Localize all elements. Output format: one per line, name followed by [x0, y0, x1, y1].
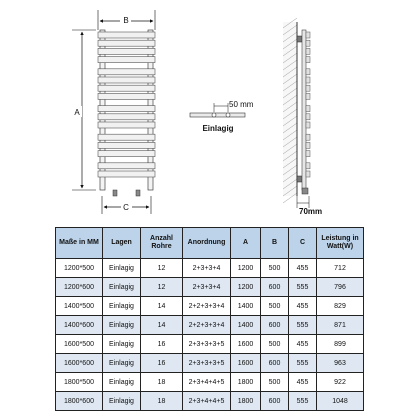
side-bar [306, 151, 310, 157]
detail-view [190, 100, 254, 133]
table-cell: 871 [317, 316, 364, 335]
table-cell: 12 [141, 278, 183, 297]
side-view [283, 18, 322, 216]
table-cell: 712 [317, 259, 364, 278]
radiator-bar [98, 122, 155, 128]
table-cell: Einlagig [103, 373, 141, 392]
table-cell: 12 [141, 259, 183, 278]
table-cell: 2+3+3+3+5 [183, 335, 231, 354]
table-cell: 963 [317, 354, 364, 373]
side-bar [306, 93, 310, 99]
table-cell: 2+2+3+3+4 [183, 297, 231, 316]
table-cell: Einlagig [103, 316, 141, 335]
radiator-bar [98, 40, 155, 46]
table-cell: 1200*600 [56, 278, 103, 297]
table-cell: 1400 [231, 316, 261, 335]
header-cell: Lagen [103, 228, 141, 259]
side-bar [306, 114, 310, 120]
side-bar [306, 171, 310, 177]
table-cell: Einlagig [103, 392, 141, 411]
table-row [56, 259, 364, 278]
table-cell: 1200 [231, 278, 261, 297]
side-bar [306, 69, 310, 75]
table-cell: Einlagig [103, 278, 141, 297]
detail-type-label: Einlagig [202, 124, 234, 133]
side-bar [306, 48, 310, 54]
table-cell: 600 [261, 316, 289, 335]
table-cell: 555 [289, 316, 317, 335]
radiator-bar [98, 85, 155, 91]
table-row [56, 392, 364, 411]
table-cell: 14 [141, 316, 183, 335]
table-cell: 500 [261, 335, 289, 354]
radiator-bar [98, 151, 155, 157]
side-bar [306, 40, 310, 46]
side-bar [306, 32, 310, 38]
header-cell: Anzahl Rohre [141, 228, 183, 259]
table-cell: 18 [141, 392, 183, 411]
table-cell: 796 [317, 278, 364, 297]
table-cell: 18 [141, 373, 183, 392]
table-cell: 555 [289, 354, 317, 373]
table-cell: 455 [289, 259, 317, 278]
table-cell: 1800*600 [56, 392, 103, 411]
header-cell: Anordnung [183, 228, 231, 259]
radiator-bar [98, 69, 155, 75]
table-cell: 600 [261, 392, 289, 411]
table-cell: 2+3+4+4+5 [183, 392, 231, 411]
table-row [56, 354, 364, 373]
side-bar [306, 163, 310, 169]
table-cell: 1600 [231, 335, 261, 354]
table-cell: 1400*500 [56, 297, 103, 316]
table-cell: 1400 [231, 297, 261, 316]
header-cell: B [261, 228, 289, 259]
table-cell: 455 [289, 335, 317, 354]
side-bar [306, 134, 310, 140]
radiator-bar [98, 171, 155, 177]
detail-dimension: 50 mm [229, 100, 254, 109]
table-cell: 500 [261, 297, 289, 316]
table-cell: 14 [141, 297, 183, 316]
table-cell: 2+3+3+3+5 [183, 354, 231, 373]
radiator-bar [98, 57, 155, 63]
radiator-bar [98, 32, 155, 38]
table-row [56, 373, 364, 392]
header-cell: Maße in MM [56, 228, 103, 259]
table-row [56, 297, 364, 316]
header-cell: A [231, 228, 261, 259]
table-cell: 2+2+3+3+4 [183, 316, 231, 335]
table-cell: 1800 [231, 373, 261, 392]
table-cell: 555 [289, 392, 317, 411]
table-cell: 455 [289, 297, 317, 316]
front-view [72, 10, 155, 214]
table-cell: 899 [317, 335, 364, 354]
table-cell: 600 [261, 278, 289, 297]
header-cell: Leistung in Watt(W) [317, 228, 364, 259]
radiator-bar [98, 93, 155, 99]
side-bar [306, 122, 310, 128]
table-cell: 1600 [231, 354, 261, 373]
table-cell: 2+3+4+4+5 [183, 373, 231, 392]
table-cell: 1200 [231, 259, 261, 278]
table-cell: 1400*600 [56, 316, 103, 335]
radiator-bar [98, 142, 155, 148]
header-cell: C [289, 228, 317, 259]
table-header-row [56, 228, 364, 259]
dim-c-label: C [123, 203, 129, 212]
side-bar [306, 57, 310, 63]
radiator-bar [98, 114, 155, 120]
wall-distance-label: 70mm [299, 207, 323, 216]
table-cell: 1800*500 [56, 373, 103, 392]
side-bar [306, 142, 310, 148]
table-row [56, 316, 364, 335]
table-cell: 1800 [231, 392, 261, 411]
table-cell: 1200*500 [56, 259, 103, 278]
table-row [56, 278, 364, 297]
table-cell: 16 [141, 335, 183, 354]
table-cell: 1048 [317, 392, 364, 411]
table-cell: 500 [261, 373, 289, 392]
table-cell: 500 [261, 259, 289, 278]
table-cell: 2+3+3+4 [183, 278, 231, 297]
table-row [56, 335, 364, 354]
side-bars [306, 32, 310, 177]
dim-b-label: B [123, 16, 129, 25]
radiator-bar [98, 134, 155, 140]
table-cell: 2+3+3+4 [183, 259, 231, 278]
table-cell: 455 [289, 373, 317, 392]
table-cell: 922 [317, 373, 364, 392]
table-cell: 1600*600 [56, 354, 103, 373]
side-bar [306, 77, 310, 83]
table-cell: 555 [289, 278, 317, 297]
dim-a-label: A [74, 108, 80, 117]
table-cell: 1600*500 [56, 335, 103, 354]
radiator-bar [98, 163, 155, 169]
table-cell: 829 [317, 297, 364, 316]
radiator-bar [98, 77, 155, 83]
side-bar [306, 85, 310, 91]
radiator-bars [98, 32, 155, 177]
table-cell: 16 [141, 354, 183, 373]
radiator-bar [98, 48, 155, 54]
table-cell: Einlagig [103, 259, 141, 278]
table-cell: Einlagig [103, 335, 141, 354]
table-cell: Einlagig [103, 354, 141, 373]
radiator-bar [98, 106, 155, 112]
spec-table [55, 227, 364, 411]
table-cell: 600 [261, 354, 289, 373]
table-cell: Einlagig [103, 297, 141, 316]
side-bar [306, 106, 310, 112]
